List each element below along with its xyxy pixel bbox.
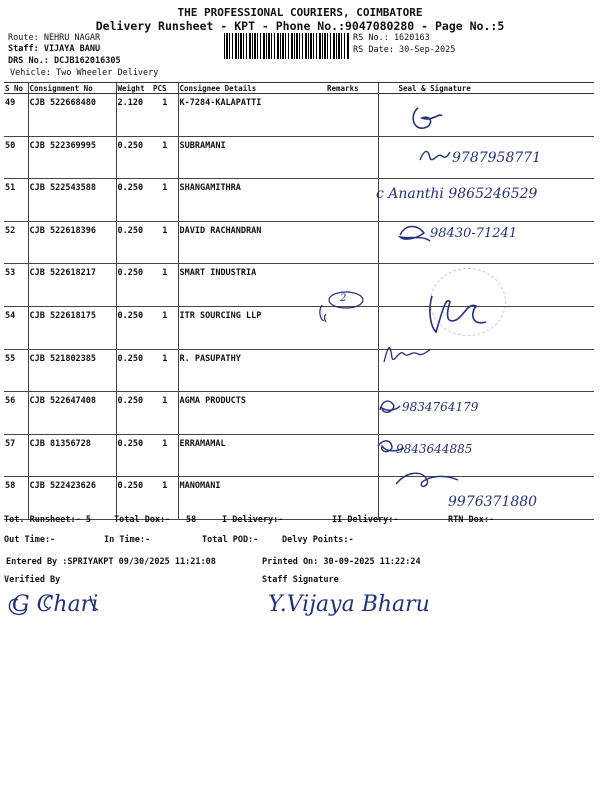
signature-row55 — [384, 348, 430, 362]
row-pcs: 1 — [152, 221, 178, 264]
entered-by: Entered By :SPRIYAKPT 09/30/2025 11:21:08 — [6, 557, 216, 567]
rs-number: RS No.: 1620163 — [353, 33, 430, 43]
company-title: THE PROFESSIONAL COURIERS, COIMBATORE — [177, 6, 423, 19]
verified-by-label: Verified By — [4, 575, 61, 585]
signature-row50 — [420, 151, 450, 160]
row-weight: 0.250 — [116, 306, 152, 349]
phone-row51: c Ananthi 9865246529 — [376, 186, 538, 202]
runsheet-subtitle: Delivery Runsheet - KPT - Phone No.:9047080280 - Page No.:5 — [95, 19, 505, 33]
row-consignee: DAVID RACHANDRAN — [178, 221, 326, 264]
phone-row50: 9787958771 — [452, 150, 542, 166]
row-pcs: 1 — [152, 434, 178, 477]
row-consignee: SHANGAMITHRA — [178, 179, 326, 222]
row-weight: 0.250 — [116, 434, 152, 477]
row-weight: 0.250 — [116, 179, 152, 222]
row-consignee: AGMA PRODUCTS — [178, 392, 326, 435]
row-sno: 57 — [4, 434, 28, 477]
row-weight: 0.250 — [116, 477, 152, 520]
row-sno: 54 — [4, 306, 28, 349]
signature-row49 — [413, 108, 442, 128]
row-consignment: CJB 522423626 — [28, 477, 116, 520]
staff-signature-label: Staff Signature — [262, 575, 339, 585]
row-sno: 58 — [4, 477, 28, 520]
total-dox-value: 58 — [186, 515, 197, 525]
row-sno: 53 — [4, 264, 28, 307]
row-consignment: CJB 522618396 — [28, 221, 116, 264]
verifier-signature-text: G Chari — [12, 592, 99, 617]
row-pcs: 1 — [152, 392, 178, 435]
row-sno: 51 — [4, 179, 28, 222]
row-consignee: ERRAMAMAL — [178, 434, 326, 477]
vehicle-label: Vehicle: Two Wheeler Delivery — [10, 68, 159, 78]
col-sno: S No — [4, 83, 28, 94]
in-time: In Time:- — [104, 535, 151, 545]
row-sno: 52 — [4, 221, 28, 264]
row-consignment: CJB 522618175 — [28, 306, 116, 349]
col-pcs: PCS — [152, 83, 178, 94]
row-pcs: 1 — [152, 349, 178, 392]
row-consignee: SUBRAMANI — [178, 136, 326, 179]
row-pcs: 1 — [152, 264, 178, 307]
row-consignment: CJB 522647408 — [28, 392, 116, 435]
row-weight: 0.250 — [116, 136, 152, 179]
office-stamp — [430, 268, 506, 336]
rs-date: RS Date: 30-Sep-2025 — [353, 45, 456, 55]
row-weight: 2.120 — [116, 94, 152, 137]
row-consignment: CJB 522618217 — [28, 264, 116, 307]
row-sno: 56 — [4, 392, 28, 435]
row-consignment: CJB 521802385 — [28, 349, 116, 392]
total-dox: Total Dox:- — [114, 515, 171, 525]
row-sno: 55 — [4, 349, 28, 392]
staff-signature-text: Y.Vijaya Bharu — [268, 592, 430, 617]
row-sno: 49 — [4, 94, 28, 137]
row-weight: 0.250 — [116, 221, 152, 264]
phone-row57: 9843644885 — [396, 442, 473, 456]
row-consignee: MANOMANI — [178, 477, 326, 520]
route-label: Route: NEHRU NAGAR — [8, 33, 101, 43]
delvy-points: Delvy Points:- — [282, 535, 354, 545]
row-weight: 0.250 — [116, 349, 152, 392]
row-consignee: R. PASUPATHY — [178, 349, 326, 392]
row-consignment: CJB 522543588 — [28, 179, 116, 222]
row-consignee: SMART INDUSTRIA — [178, 264, 326, 307]
drs-number: DRS No.: DCJB162016305 — [8, 56, 121, 66]
rtn-dox: RTN Dox:- — [448, 515, 495, 525]
i-delivery: I Delivery:- — [222, 515, 284, 525]
total-pod: Total POD:- — [202, 535, 259, 545]
phone-row58: 9976371880 — [448, 494, 538, 510]
row-consignee: ITR SOURCING LLP — [178, 306, 326, 349]
phone-row52: 98430-71241 — [430, 226, 518, 241]
row-pcs: 1 — [152, 477, 178, 520]
signature-row56 — [380, 401, 400, 412]
row-pcs: 1 — [152, 179, 178, 222]
row-consignee: K-7284-KALAPATTI — [178, 94, 326, 137]
col-consignment: Consignment No — [28, 83, 116, 94]
signature-row52 — [400, 227, 430, 242]
row-pcs: 1 — [152, 94, 178, 137]
remarks-mark: 2 — [340, 293, 347, 304]
row-sno: 50 — [4, 136, 28, 179]
row-consignment: CJB 522668480 — [28, 94, 116, 137]
row-consignment: CJB 522369995 — [28, 136, 116, 179]
ii-delivery: II Delivery:- — [332, 515, 399, 525]
col-weight: Weight — [116, 83, 152, 94]
row-pcs: 1 — [152, 306, 178, 349]
row-pcs: 1 — [152, 136, 178, 179]
signature-row58 — [396, 473, 458, 486]
out-time: Out Time:- — [4, 535, 56, 545]
col-consignee: Consignee Details — [178, 83, 326, 94]
row-weight: 0.250 — [116, 264, 152, 307]
col-remarks: Remarks — [326, 83, 378, 94]
staff-label: Staff: VIJAYA BANU — [8, 44, 101, 54]
row-consignment: CJB 81356728 — [28, 434, 116, 477]
row-weight: 0.250 — [116, 392, 152, 435]
printed-on: Printed On: 30-09-2025 11:22:24 — [262, 557, 421, 567]
phone-row56: 9834764179 — [402, 400, 479, 414]
tot-runsheet: Tot. Runsheet:- 5 — [4, 515, 91, 525]
col-seal: Seal & Signature — [378, 83, 594, 94]
remarks-scribble — [320, 305, 326, 322]
